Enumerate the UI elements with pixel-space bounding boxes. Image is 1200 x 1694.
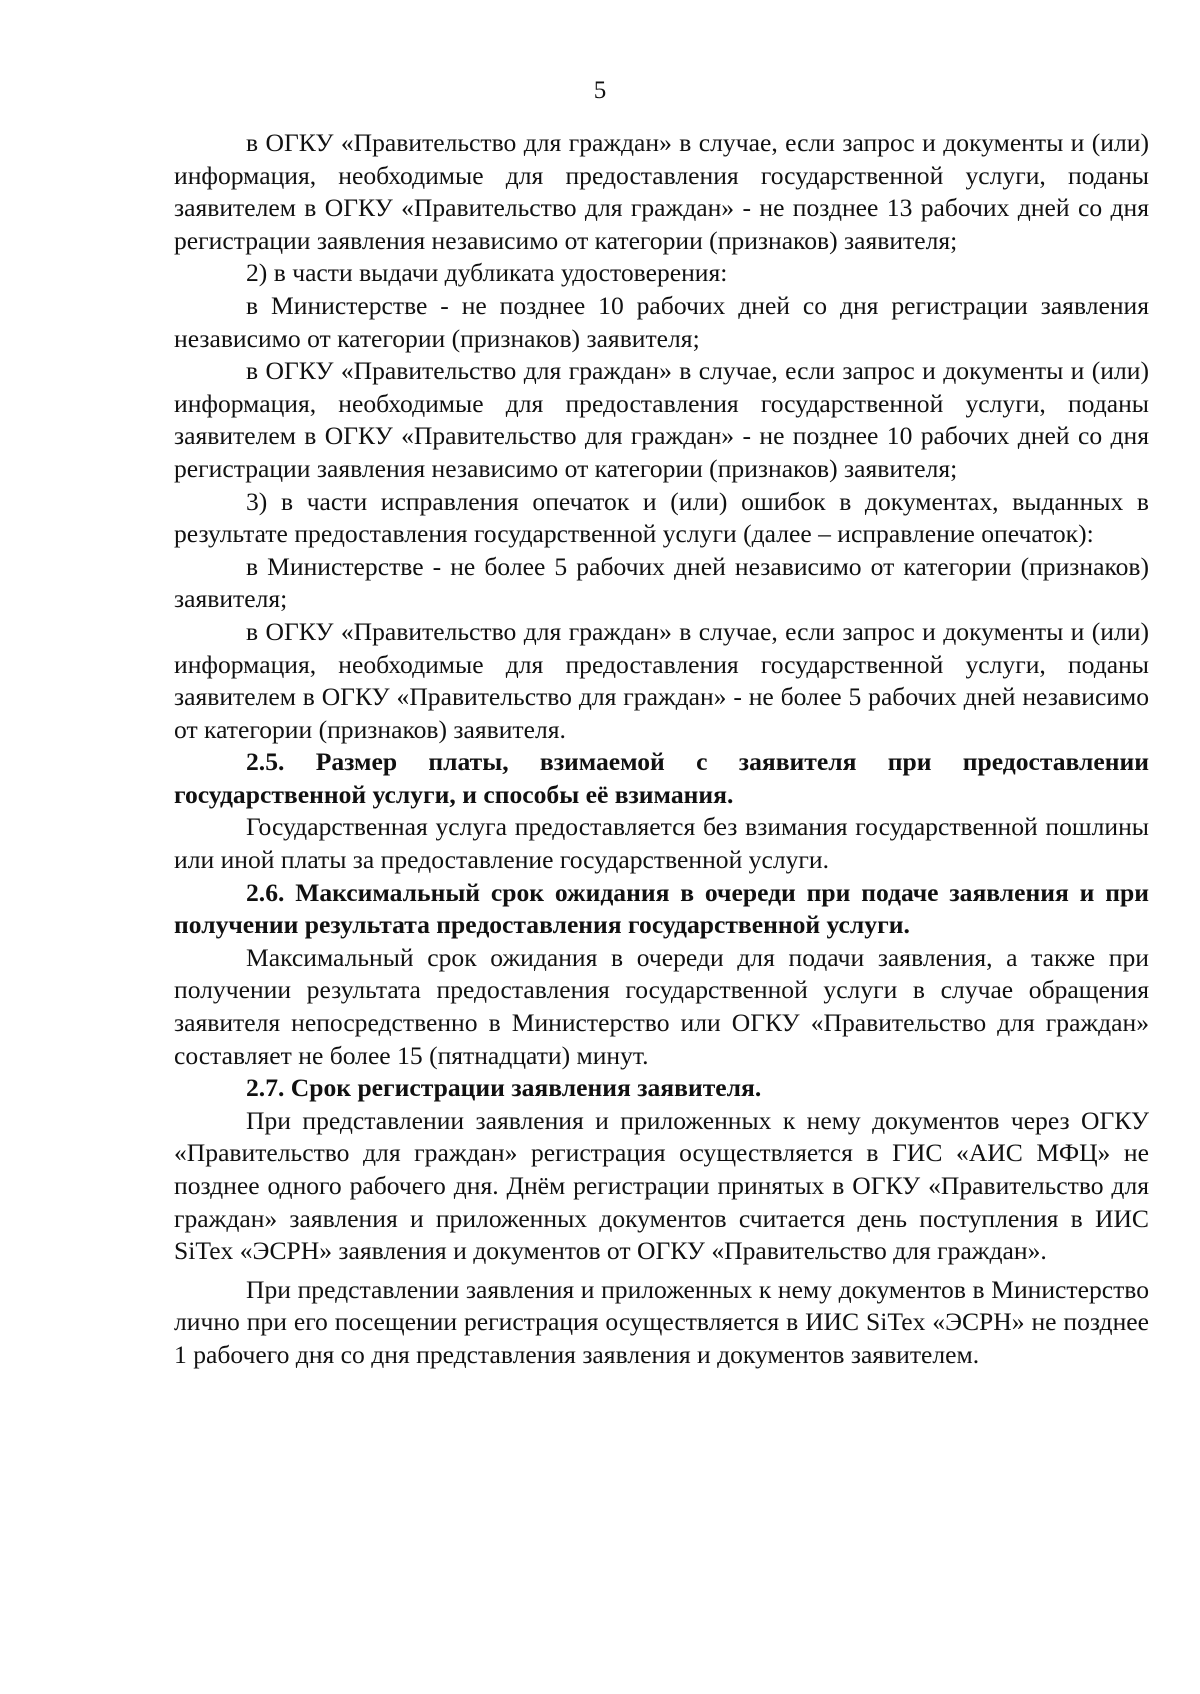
paragraph: При представлении заявления и приложенных к нему документов в Министерство лично при его посещении регистрация осуществляется в ИИС SiTex «ЭСРН» не позднее 1 рабочего дня со дня представления заявления и документов заявителем. [174, 1274, 1149, 1369]
page-number: 5 [593, 77, 607, 104]
paragraph: Максимальный срок ожидания в очереди для подачи заявления, а также при получении результата предоставления государственной услуги в случае обращения заявителя непосредственно в Министерство или ОГКУ «Правительство для граждан» составляет не более 15 (пятнадцати) минут. [174, 942, 1149, 1070]
section-heading: 2.6. Максимальный срок ожидания в очереди при подаче заявления и при получении результата предоставления государственной услуги. [174, 877, 1149, 940]
paragraph: 2) в части выдачи дубликата удостоверения: [246, 258, 728, 288]
paragraph: в Министерстве - не более 5 рабочих дней независимо от категории (признаков) заявителя; [174, 551, 1149, 614]
paragraph: в ОГКУ «Правительство для граждан» в случае, если запрос и документы и (или) информация, необходимые для предоставления государственной услуги, поданы заявителем в ОГКУ «Правительство для граждан» - не позднее 13 рабочих дней со дня регистрации заявления независимо от категории (признаков) заявителя; [174, 128, 1149, 255]
paragraph: в ОГКУ «Правительство для граждан» в случае, если запрос и документы и (или) информация, необходимые для предоставления государственной услуги, поданы заявителем в ОГКУ «Правительство для граждан» - не позднее 10 рабочих дней со дня регистрации заявления независимо от категории (признаков) заявителя; [174, 356, 1149, 483]
document-body [174, 127, 1149, 1372]
paragraph: в Министерстве - не позднее 10 рабочих дней со дня регистрации заявления независимо от категории (признаков) заявителя; [174, 290, 1149, 353]
paragraph: 3) в части исправления опечаток и (или) ошибок в документах, выданных в результате предоставления государственной услуги (далее – исправление опечаток): [174, 486, 1149, 549]
paragraph: При представлении заявления и приложенных к нему документов через ОГКУ «Правительство для граждан» регистрация осуществляется в ГИС «АИС МФЦ» не позднее одного рабочего дня. Днём регистрации принятых в ОГКУ «Правительство для граждан» заявления и приложенных документов считается день поступления в ИИС SiTex «ЭСРН» заявления и документов от ОГКУ «Правительство для граждан». [174, 1105, 1149, 1266]
section-heading: 2.7. Срок регистрации заявления заявителя. [246, 1073, 762, 1103]
section-heading: 2.5. Размер платы, взимаемой с заявителя при предоставлении государственной услуги, и способы её взимания. [174, 747, 1149, 809]
paragraph: в ОГКУ «Правительство для граждан» в случае, если запрос и документы и (или) информация, необходимые для предоставления государственной услуги, поданы заявителем в ОГКУ «Правительство для граждан» - не более 5 рабочих дней независимо от категории (признаков) заявителя. [174, 616, 1149, 744]
paragraph: Государственная услуга предоставляется без взимания государственной пошлины или иной платы за предоставление государственной услуги. [174, 812, 1149, 875]
